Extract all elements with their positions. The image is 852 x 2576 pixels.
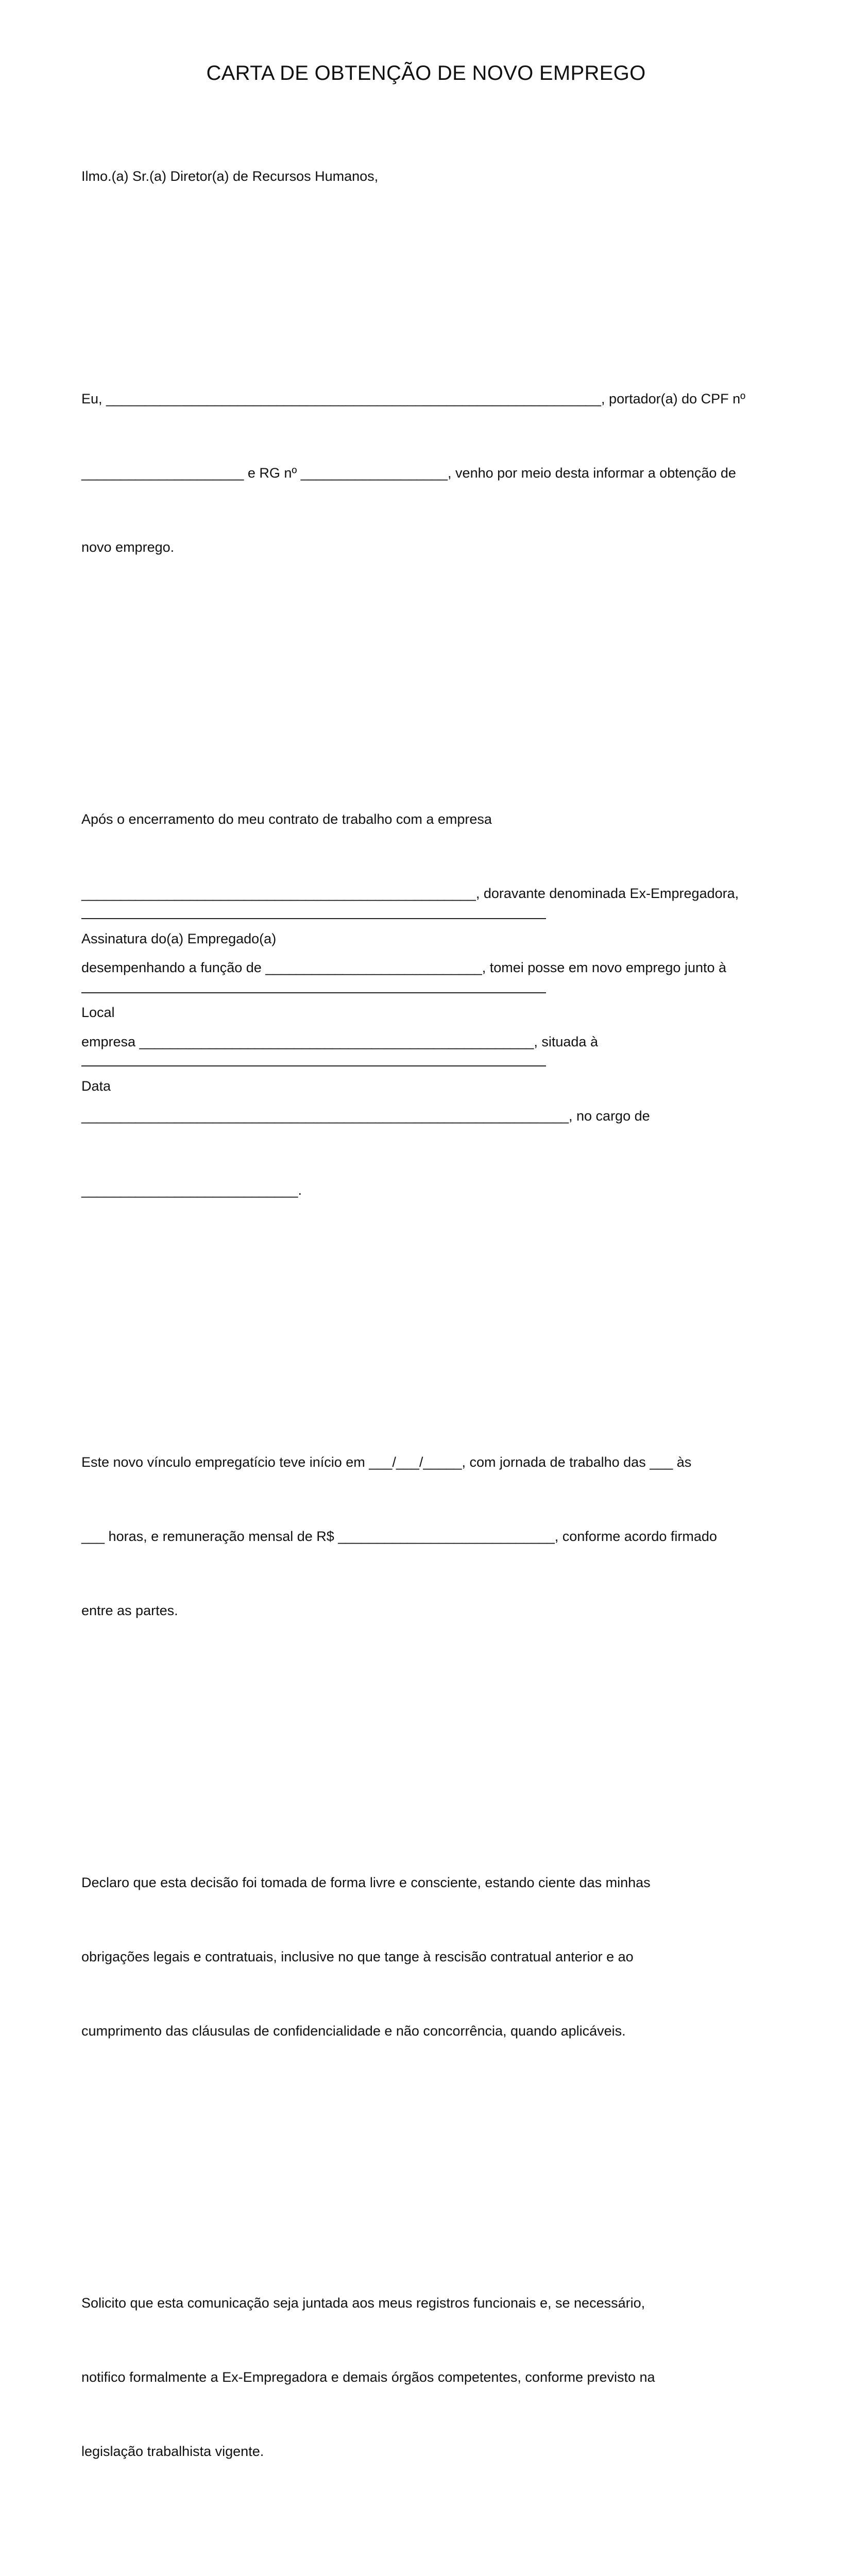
date-label: Data [81,1078,111,1094]
paragraph-employment-details [81,757,782,1252]
paragraph-request [81,2241,782,2513]
paragraph-declaration [81,1821,782,2093]
letter-body [81,114,782,2576]
text-line: Solicito que esta comunicação seja juntada aos meus registros funcionais e, se necessário, [81,2295,645,2311]
text-line: Após o encerramento do meu contrato de trabalho com a empresa [81,811,492,827]
text-line: entre as partes. [81,1603,178,1618]
text-line: _______________________________________________________________, no cargo de [81,1108,650,1124]
text-line: notifico formalmente a Ex-Empregadora e demais órgãos competentes, conforme previsto na [81,2369,655,2385]
text-line: ___ horas, e remuneração mensal de R$ ____________________________, conforme acordo firmado [81,1529,717,1544]
salutation: Ilmo.(a) Sr.(a) Diretor(a) de Recursos Humanos, [81,168,379,184]
text-line: Declaro que esta decisão foi tomada de forma livre e consciente, estando ciente das minhas [81,1875,651,1890]
text-line: Eu, ________________________________________________________________, portador(a) do CPF nº [81,391,746,406]
paragraph-gap [81,1301,782,1326]
text-line: obrigações legais e contratuais, inclusive no que tange à rescisão contratual anterior e ao [81,1949,634,1964]
text-line: ____________________________. [81,1182,302,1198]
text-line: novo emprego. [81,539,175,555]
text-line: desempenhando a função de ____________________________, tomei posse em novo emprego junto à [81,960,727,975]
local-label: Local [81,1005,115,1020]
paragraph-gap [81,2563,782,2576]
signature-label: Assinatura do(a) Empregado(a) [81,931,277,946]
date-line [81,1065,546,1066]
text-line: ___________________________________________________, doravante denominada Ex-Empregadora, [81,886,739,901]
paragraph-identification [81,337,782,609]
text-line: Este novo vínculo empregatício teve início em ___/___/_____, com jornada de trabalho das ___ às [81,1454,692,1470]
text-line: legislação trabalhista vigente. [81,2444,264,2459]
paragraph-gap [81,238,782,263]
text-line: _____________________ e RG nº ___________________, venho por meio desta informar a obtenção de [81,465,736,481]
text-line: empresa ___________________________________________________, situada à [81,1034,598,1049]
paragraph-gap [81,1722,782,1747]
signature-line [81,918,546,919]
text-line: cumprimento das cláusulas de confidencialidade e não concorrência, quando aplicáveis. [81,2023,626,2039]
paragraph-gap [81,658,782,683]
document-title: CARTA DE OBTENÇÃO DE NOVO EMPREGO [206,62,646,84]
local-line [81,992,546,993]
paragraph-start-date-and-salary [81,1400,782,1672]
paragraph-gap [81,2142,782,2167]
